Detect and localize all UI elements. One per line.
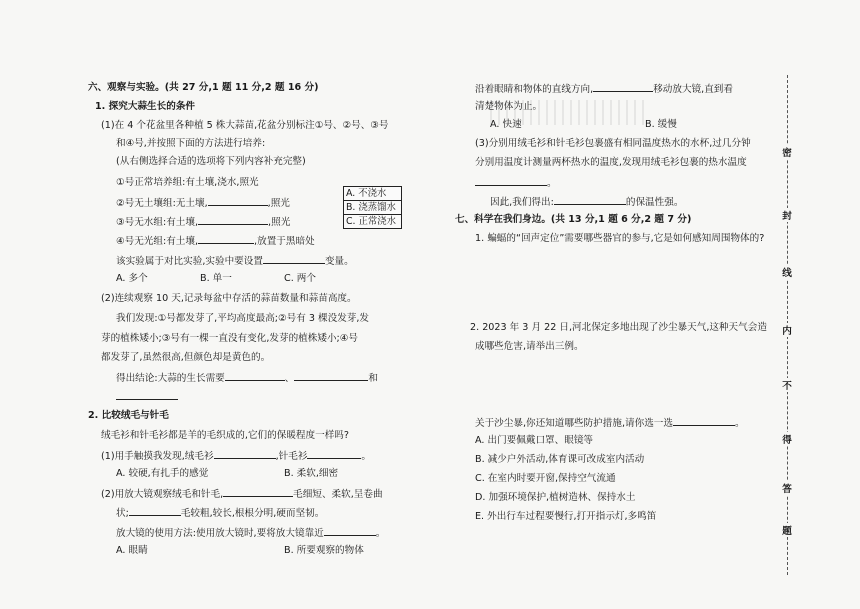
q2-title: 2. 比较绒毛与针毛 [88,410,169,421]
dust-question: 关于沙尘暴,你还知道哪些防护措施,请你选一选 。 [475,418,745,429]
conclusion-line: 得出结论:大蒜的生长需要 、 和 [116,373,378,384]
seal-char-4: 内 [779,323,795,337]
blank-q2-2a[interactable] [223,487,293,497]
seal-char-7: 答 [779,481,795,495]
blank-r1[interactable] [593,82,653,92]
variable-line: 该实验属于对比实验,实验中要设置 变量。 [116,256,354,267]
lens-line: 放大镜的使用方法:使用放大镜时,要将放大镜靠近 。 [116,528,386,539]
blank-variable[interactable] [263,254,325,264]
blank-r6[interactable] [475,176,547,186]
dust-opt-d: D. 加强环境保护,植树造林、保持水土 [475,492,636,503]
var-choice-c: C. 两个 [284,273,316,284]
section7-title: 七、科学在我们身边。(共 13 分,1 题 6 分,2 题 7 分) [455,214,692,225]
right-line2: 清楚物体为止。 [475,101,543,112]
q2-2-line1: (2)用放大镜观察绒毛和针毛, 毛细短、柔软,呈卷曲 [101,489,383,500]
q2-intro: 绒毛衫和针毛衫都是羊的毛织成的,它们的保暖程度一样吗? [101,430,349,441]
right-line7: 因此,我们得出: 的保温性强。 [490,197,684,208]
right-opt-b: B. 缓慢 [645,119,677,130]
blank-q2-1b[interactable] [307,449,361,459]
q1-1-line3: (从右侧选择合适的选项将下列内容补充完整) [116,156,306,167]
q2-1-opt-b: B. 柔软,细密 [284,468,339,479]
blank-concl-1[interactable] [225,371,285,381]
dust-opt-e: E. 外出行车过程要慢行,打开指示灯,多鸣笛 [475,511,657,522]
dust-opt-c: C. 在室内时要开窗,保持空气流通 [475,473,616,484]
blank-lens[interactable] [324,526,376,536]
row-1: ①号正常培养组:有土壤,浇水,照光 [116,177,259,188]
right-line1: 沿着眼睛和物体的直线方向, 移动放大镜,直到看 [475,84,733,95]
seal-char-2: 封 [779,208,795,222]
blank-row4[interactable] [198,234,254,244]
option-box [343,186,402,229]
var-choice-a: A. 多个 [116,273,148,284]
blank-r7[interactable] [554,195,626,205]
blank-concl-3[interactable] [116,390,178,400]
option-b: B. 浇蒸馏水 [344,201,401,215]
lens-opt-a: A. 眼睛 [116,545,148,556]
blank-row3[interactable] [198,215,268,225]
blank-q2-1a[interactable] [214,449,276,459]
blank-row2[interactable] [208,196,268,206]
q7-1: 1. 蝙蝠的“回声定位”需要哪些器官的参与,它是如何感知周围物体的? [475,233,765,244]
seal-char-1: 密 [779,145,795,159]
q1-2-line4: 都发芽了,虽然很高,但颜色却是黄色的。 [101,352,271,363]
dust-opt-a: A. 出门要佩戴口罩、眼镜等 [475,435,594,446]
q7-2-line1: 2. 2023 年 3 月 22 日,河北保定多地出现了沙尘暴天气,这种天气会造 [470,322,767,333]
blank-concl-2[interactable] [294,371,368,381]
lens-opt-b: B. 所要观察的物体 [284,545,364,556]
q1-2-line1: (2)连续观察 10 天,记录每盆中存活的蒜苗数量和蒜苗高度。 [101,293,357,304]
seal-char-8: 题 [779,523,795,537]
conclusion-line2 [116,390,178,404]
dust-opt-b: B. 减少户外活动,体育课可改成室内活动 [475,454,645,465]
q2-2-line2: 状; 毛较粗,较长,根根分明,硬而坚韧。 [116,508,325,519]
option-c: C. 正常浇水 [346,216,397,227]
right-line5: 分别用温度计测量两杯热水的温度,发现用绒毛衫包裹的热水温度 [475,157,747,168]
blank-dust[interactable] [673,416,735,426]
q1-1-line1: (1)在 4 个花盆里各种植 5 株大蒜苗,花盆分别标注①号、②号、③号 [101,120,389,131]
row-4: ④号无光组:有土壤, ,放置于黑暗处 [116,236,315,247]
seal-char-5: 不 [779,378,795,392]
option-a: A. 不浇水 [344,187,401,201]
q1-title: 1. 探究大蒜生长的条件 [95,101,196,112]
seal-char-3: 线 [779,265,795,279]
q1-2-line2: 我们发现:①号都发芽了,平均高度最高;②号有 3 棵没发芽,发 [116,313,370,324]
row-3: ③号无水组:有土壤, ,照光 [116,217,291,228]
row-2: ②号无土壤组:无土壤, ,照光 [116,198,290,209]
right-line6: 。 [475,176,557,190]
q1-1-line2: 和④号,并按照下面的方法进行培养: [116,138,266,149]
q1-2-line3: 芽的植株矮小;③号有一棵一直没有变化,发芽的植株矮小;④号 [101,333,358,344]
section6-title: 六、观察与实验。(共 27 分,1 题 11 分,2 题 16 分) [88,82,319,93]
q2-1-line: (1)用手触摸我发现,绒毛衫 ,针毛衫 。 [101,451,372,462]
q7-2-line2: 成哪些危害,请举出三例。 [475,341,584,352]
seal-char-6: 得 [779,432,795,446]
q2-1-opt-a: A. 较硬,有扎手的感觉 [116,468,209,479]
right-line4: (3)分别用绒毛衫和针毛衫包裹盛有相同温度热水的水杯,过几分钟 [475,138,751,149]
right-opt-a: A. 快速 [490,119,522,130]
blank-q2-2b[interactable] [129,506,181,516]
var-choice-b: B. 单一 [200,273,232,284]
